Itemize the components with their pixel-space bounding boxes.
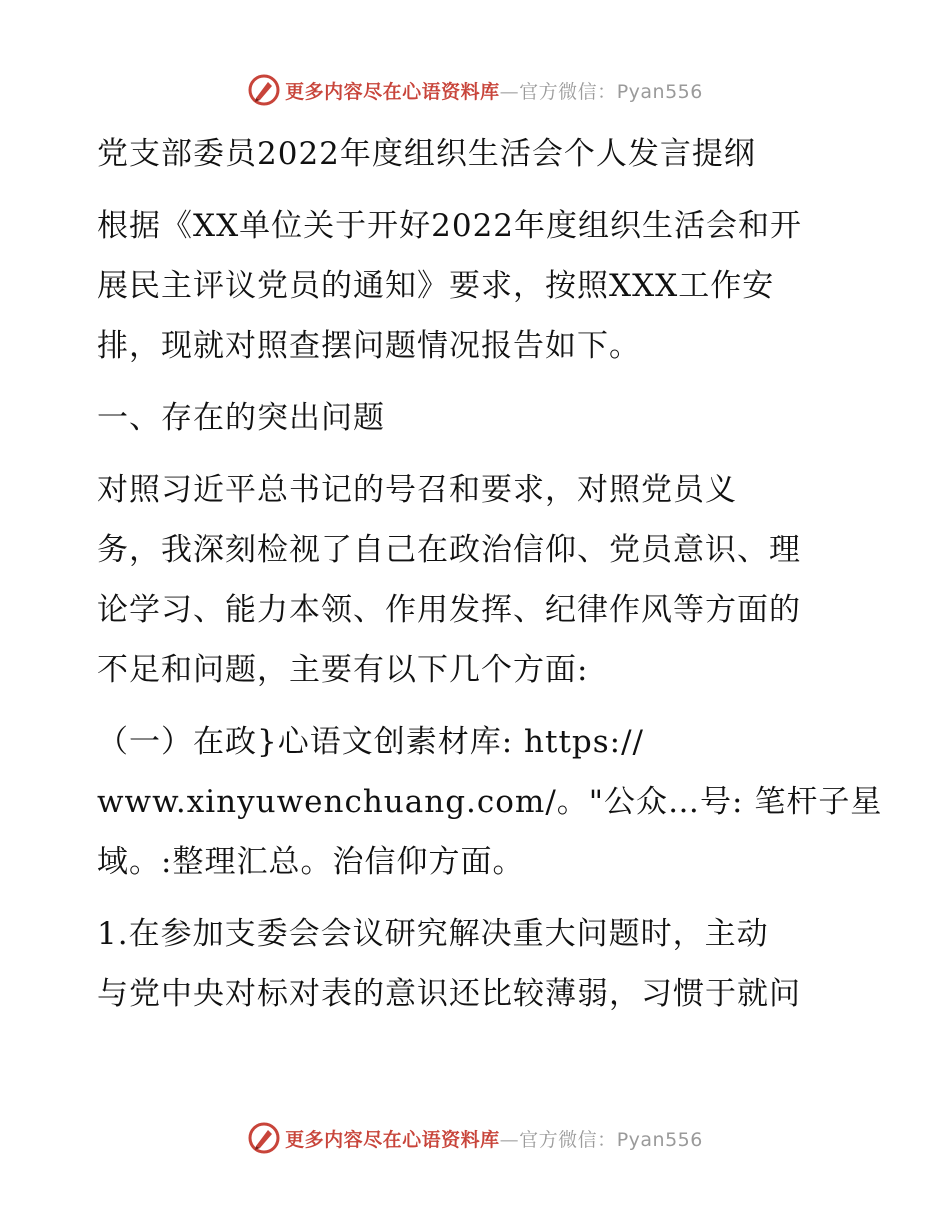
footer-watermark (0, 1118, 950, 1158)
text-line: 1.在参加支委会会议研究解决重大问题时，主动 (97, 916, 769, 952)
text-line: 党支部委员2022年度组织生活会个人发言提纲 (97, 136, 756, 172)
text-line: 域。:整理汇总。治信仰方面。 (97, 844, 525, 880)
body-paragraph (97, 460, 857, 700)
intro-paragraph (97, 196, 857, 376)
text-line: 论学习、能力本领、作用发挥、纪律作风等方面的 (97, 592, 801, 628)
text-line: www.xinyuwenchuang.com/。"公众…号: 笔杆子星 (97, 784, 883, 820)
watermark-account: Pyan556 (616, 1128, 703, 1151)
text-line: 根据《XX单位关于开好2022年度组织生活会和开 (97, 208, 803, 244)
watermark (247, 73, 703, 107)
text-line: 对照习近平总书记的号召和要求，对照党员义 (97, 472, 737, 508)
pen-nib-icon (247, 1121, 281, 1155)
list-item (97, 904, 857, 1024)
text-line: 务，我深刻检视了自己在政治信仰、党员意识、理 (97, 532, 801, 568)
section-heading (97, 388, 857, 448)
watermark-separator: — (499, 80, 520, 103)
watermark-brand: 更多内容尽在心语资料库 (285, 1128, 500, 1151)
text-line: （一）在政}心语文创素材库: https:// (97, 724, 644, 760)
watermark-separator: — (499, 1128, 520, 1151)
header-watermark (0, 70, 950, 110)
sub-heading (97, 712, 883, 892)
text-line: 一、存在的突出问题 (97, 400, 385, 436)
watermark-brand: 更多内容尽在心语资料库 (285, 80, 500, 103)
text-line: 不足和问题，主要有以下几个方面: (97, 652, 589, 688)
text-line: 与党中央对标对表的意识还比较薄弱，习惯于就问 (97, 976, 801, 1012)
document-body (97, 124, 883, 1024)
text-line: 排，现就对照查摆问题情况报告如下。 (97, 328, 641, 364)
document-title (97, 124, 857, 184)
pen-nib-icon (247, 73, 281, 107)
watermark-account: Pyan556 (616, 80, 703, 103)
text-line: 展民主评议党员的通知》要求，按照XXX工作安 (97, 268, 775, 304)
watermark-official: 官方微信： (519, 80, 617, 103)
watermark-official: 官方微信： (519, 1128, 617, 1151)
watermark (247, 1121, 703, 1155)
